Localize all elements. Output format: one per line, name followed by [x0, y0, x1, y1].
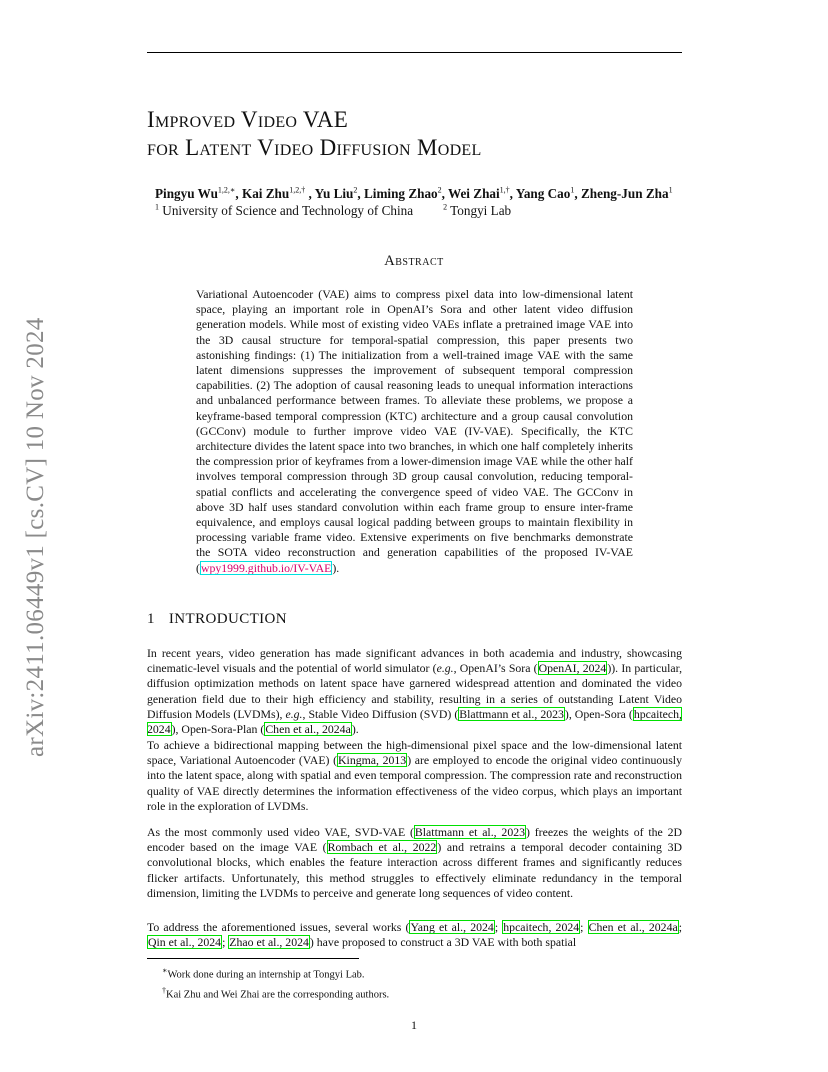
- project-page-link[interactable]: wpy1999.github.io/IV-VAE: [200, 560, 332, 575]
- top-rule: [147, 52, 682, 53]
- author-4: Liming Zhao$^2$,: [363, 186, 448, 202]
- intro-paragraph-4: To address the aforementioned issues, several works (Yang et al., 2024; hpcaitech, 2024; Chen et al., 2024a; Qin et al., 2024; Zhao et al., 2024) have proposed to construct a 3D VAE with both spatial: [147, 920, 682, 950]
- citation-link[interactable]: Rombach et al., 2022: [327, 840, 437, 855]
- citation-link[interactable]: Qin et al., 2024: [148, 935, 222, 950]
- author-1: Pingyu $Wu^{1,2,∗}$,: [155, 186, 242, 202]
- section-number: 1: [147, 611, 155, 627]
- paper-title: [147, 106, 482, 162]
- citation-link[interactable]: Chen et al., 2024a: [588, 920, 678, 934]
- citation-link[interactable]: OpenAI, 2024: [538, 661, 607, 676]
- footnotes: [162, 963, 389, 1002]
- citation-link[interactable]: Chen et al., 2024a: [265, 722, 351, 737]
- citation-link[interactable]: hpcaitech, 2024: [147, 706, 682, 737]
- section-heading-introduction: [147, 611, 287, 628]
- author-6: Yang Cao$^1$,: [515, 186, 581, 202]
- footnote-1: ∗Work done during an internship at Tongyi Lab.: [162, 966, 365, 981]
- citation-link[interactable]: Kingma, 2013: [338, 753, 407, 768]
- title-line-1: Improved Video VAE: [147, 107, 349, 132]
- citation-link[interactable]: Blattmann et al., 2023: [414, 825, 526, 839]
- citation-link[interactable]: Yang et al., 2024: [410, 920, 494, 934]
- footnote-rule: [147, 958, 359, 959]
- author-2: Kai Zhu$^{1,2,\dagger}$ ,: [241, 186, 315, 202]
- intro-paragraph-1: In recent years, video generation has made significant advances in both academia and industry, showcasing cinematic-level visuals and the potential of world simulator (e.g., OpenAI’s Sora (OpenAI, 2024)). In particular, diffusion optimization methods on latent space have garnered widespread attention and dominated the video generation field due to their high efficiency and stability, resulting in a series of outstanding Latent Video Diffusion Models (LVDMs), e.g., Stable Video Diffusion (SVD) (Blattmann et al., 2023), Open-Sora (hpcaitech, 2024), Open-Sora-Plan (Chen et al., 2024a).: [147, 646, 683, 737]
- section-title: INTRODUCTION: [168, 611, 288, 627]
- arxiv-identifier-stamp: arXiv:2411.06449v1 [cs.CV] 10 Nov 2024: [22, 317, 49, 757]
- author-7: Zheng-Jun Zha$^1$: [580, 186, 673, 202]
- abstract-heading: Abstract: [384, 253, 444, 269]
- intro-paragraph-3: As the most commonly used video VAE, SVD-VAE (Blattmann et al., 2023) freezes the weights of the 2D encoder based on the image VAE (Rombach et al., 2022) and retrains a temporal decoder containing 3D convolutional blocks, which enables the feature interaction across different frames and significantly reduces flicker artifacts. Unfortunately, this method struggles to effectively eliminate redundancy in the temporal dimension, limiting the LVDMs to perceive and generate long sequences of video content.: [147, 825, 682, 900]
- footnote-2: †Kai Zhu and Wei Zhai are the corresponding authors.: [162, 985, 390, 1000]
- affiliation-list: [155, 199, 511, 219]
- affiliation-2: $^2$ Tongyi Lab: [443, 203, 512, 219]
- title-line-2: for Latent Video Diffusion Model: [147, 135, 482, 160]
- citation-link[interactable]: hpcaitech, 2024: [503, 920, 580, 934]
- abstract-text: Variational Autoencoder (VAE) aims to compress pixel data into low-dimensional latent space, playing an important role in OpenAI’s Sora and other latent video diffusion generation models. While most of existing video VAEs inflate a pretrained image VAE into the 3D causal structure for temporal-spatial compression, this paper presents two astonishing findings: (1) The initialization from a well-trained image VAE with the same latent dimensions suppresses the improvement of subsequent temporal compression capabilities. (2) The adoption of causal reasoning leads to unequal information interactions and unbalanced performance between frames. To alleviate these problems, we propose a keyframe-based temporal compression (KTC) architecture and a group causal convolution (GCConv) module to further improve video VAE (IV-VAE). Specifically, the KTC architecture divides the latent space into two branches, in which one half completely inherits the compression prior of keyframes from a lower-dimension image VAE while the other half involves temporal compression through 3D group causal convolution, reducing temporal-spatial conflicts and accelerating the convergence speed of video VAE. The GCConv in above 3D half uses standard convolution within each frame group to ensure inter-frame equivalence, and employs causal logical padding between groups to maintain flexibility in processing variable frame video. Extensive experiments on five benchmarks demonstrate the SOTA video reconstruction and generation capabilities of the proposed IV-VAE (wpy1999.github.io/IV-VAE).: [196, 287, 633, 575]
- citation-link[interactable]: Blattmann et al., 2023: [459, 706, 564, 721]
- affiliation-1: $^1$ University of Science and Technology of China: [155, 203, 414, 219]
- author-3: Yu Liu$^2$,: [314, 186, 364, 202]
- intro-paragraph-2: To achieve a bidirectional mapping between the high-dimensional pixel space and the low-dimensional latent space, Variational Autoencoder (VAE) (Kingma, 2013) are employed to encode the original video continuously into the latent space, along with spatial and even temporal compression. The compression rate and reconstruction quality of VAE directly determines the information effectiveness of the video corpus, which plays an important role in the exploration of LVDMs.: [147, 738, 682, 813]
- citation-link[interactable]: Zhao et al., 2024: [229, 935, 309, 950]
- author-5: Wei Zhai$^{1,\dagger}$,: [448, 186, 516, 202]
- page-number: 1: [411, 1018, 417, 1032]
